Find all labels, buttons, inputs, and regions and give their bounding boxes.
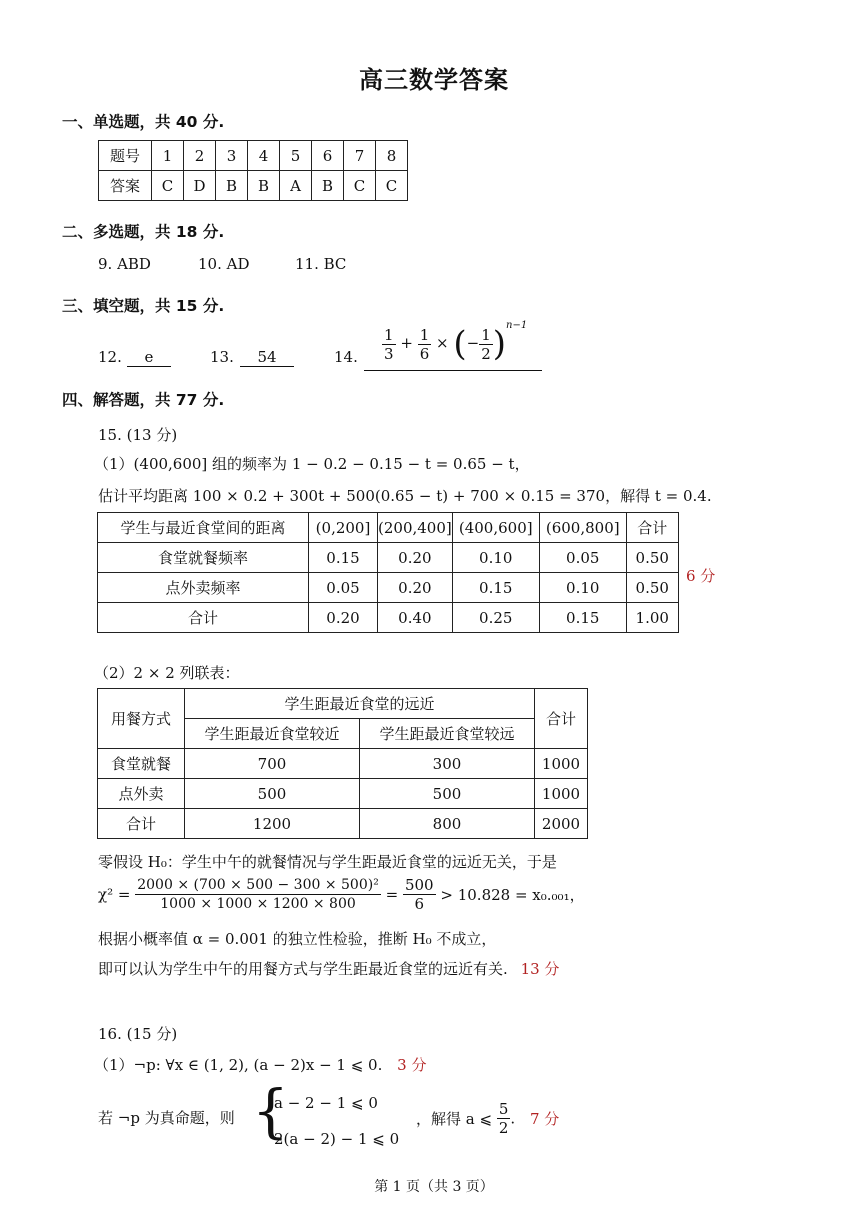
answer-blank-12: e	[127, 348, 171, 367]
table-row	[98, 779, 588, 809]
page-title: 高三数学答案	[359, 66, 509, 94]
contingency-table	[97, 688, 588, 839]
table-cell: 1000	[535, 779, 588, 809]
left-paren: (	[453, 324, 467, 364]
table-header: 学生与最近食堂间的距离	[98, 513, 309, 543]
inequality-2: 2(a − 2) − 1 ⩽ 0	[274, 1130, 400, 1148]
table-cell: 0.05	[309, 573, 378, 603]
inequality-1: a − 2 − 1 ⩽ 0	[274, 1094, 378, 1112]
section-heading-solutions: 四、解答题，共 77 分.	[62, 391, 225, 409]
table-cell: C	[152, 171, 184, 201]
table-cell: 食堂就餐	[98, 749, 185, 779]
table-cell: 0.20	[378, 543, 453, 573]
table-cell: 合计	[98, 603, 309, 633]
table-row	[98, 809, 588, 839]
answer-blank-13: 54	[240, 348, 294, 367]
multi-choice-answer-11: 11. BC	[295, 255, 347, 273]
table-row	[99, 171, 408, 201]
table-cell: 0.20	[309, 603, 378, 633]
table-cell: D	[184, 171, 216, 201]
q15-part1-line2: 估计平均距离 100 × 0.2 + 300t + 500(0.65 − t) + 700 × 0.15 = 370，解得 t = 0.4.	[98, 487, 712, 505]
q16-solution	[416, 1100, 559, 1137]
fraction: $\frac{1}{2}$	[481, 325, 491, 363]
table-cell: 1200	[185, 809, 360, 839]
alpha-test-line: 根据小概率值 α = 0.001 的独立性检验，推断 H₀ 不成立，	[98, 930, 497, 948]
right-paren: )	[492, 324, 507, 364]
table-row	[98, 603, 679, 633]
table-cell: 700	[185, 749, 360, 779]
table-header: (600,800]	[539, 513, 626, 543]
table-cell: 3	[216, 141, 248, 171]
chi-square-lhs: χ² =	[98, 885, 131, 904]
score-annotation-7: 7 分	[529, 1110, 560, 1128]
question-16-header: 16. (15 分)	[98, 1025, 178, 1043]
table-cell: 合计	[98, 809, 185, 839]
table-cell: 点外卖	[98, 779, 185, 809]
equals-sign: =	[385, 885, 399, 904]
null-hypothesis-line: 零假设 H₀：学生中午的就餐情况与学生距最近食堂的远近无关，于是	[98, 853, 557, 871]
table-header: (200,400]	[378, 513, 453, 543]
table-cell: 0.05	[539, 543, 626, 573]
table-row	[98, 749, 588, 779]
section-heading-single-choice: 一、单选题，共 40 分.	[62, 113, 225, 131]
table-header: 合计	[626, 513, 678, 543]
table-cell: 300	[360, 749, 535, 779]
q15-part2-label: （2）2 × 2 列联表：	[94, 664, 240, 682]
fraction: $\frac{\text{2000 × (700 × 500 − 300 × 500)²}}{1000 \times 1000 \times 1200 \times 800}$	[137, 877, 379, 912]
multi-choice-answer-10: 10. AD	[198, 255, 250, 273]
table-row	[98, 573, 679, 603]
table-cell: 1000	[535, 749, 588, 779]
table-row	[98, 689, 588, 719]
table-cell: 0.10	[452, 543, 539, 573]
score-annotation-3: 3 分	[397, 1056, 427, 1074]
multi-choice-answer-9: 9. ABD	[98, 255, 151, 273]
table-cell: 2	[184, 141, 216, 171]
table-cell: 0.15	[309, 543, 378, 573]
table-cell: 0.15	[452, 573, 539, 603]
frequency-table	[97, 512, 679, 633]
table-cell: 7	[344, 141, 376, 171]
table-cell: 4	[248, 141, 280, 171]
table-header: (0,200]	[309, 513, 378, 543]
table-row	[99, 141, 408, 171]
table-cell: 1	[152, 141, 184, 171]
table-cell: B	[312, 171, 344, 201]
table-header: 学生距最近食堂的远近	[185, 689, 535, 719]
table-cell: 2000	[535, 809, 588, 839]
page-footer: 第 1 页（共 3 页）	[374, 1179, 494, 1195]
table-header: 合计	[535, 689, 588, 749]
exponent: n−1	[506, 320, 528, 331]
table-header: (400,600]	[452, 513, 539, 543]
fraction: $\frac{1}{6}$	[419, 325, 430, 363]
table-cell: C	[376, 171, 408, 201]
q16-part1	[94, 1054, 426, 1075]
table-cell: 800	[360, 809, 535, 839]
conclusion-text: 即可以认为学生中午的用餐方式与学生距最近食堂的远近有关.	[98, 960, 508, 978]
period: .	[510, 1109, 516, 1128]
table-cell: 6	[312, 141, 344, 171]
row-label: 答案	[99, 171, 152, 201]
table-cell: 0.15	[539, 603, 626, 633]
fraction: $\frac{1}{3}$	[384, 325, 394, 363]
table-cell: 500	[185, 779, 360, 809]
table-cell: 0.50	[626, 573, 678, 603]
row-label: 题号	[99, 141, 152, 171]
score-annotation-13: 13 分	[520, 960, 560, 978]
table-cell: 5	[280, 141, 312, 171]
table-cell: 8	[376, 141, 408, 171]
plus-sign: +	[400, 334, 413, 352]
table-cell: 0.40	[378, 603, 453, 633]
score-annotation-6: 6 分	[686, 567, 716, 585]
table-cell: B	[248, 171, 280, 201]
table-cell: 0.10	[539, 573, 626, 603]
brace-icon: {	[252, 1077, 289, 1145]
single-choice-answer-table	[98, 140, 408, 201]
question-number-12: 12.	[98, 348, 122, 366]
fraction: $\frac{500}{6}$	[404, 876, 434, 913]
section-heading-fill-blank: 三、填空题，共 15 分.	[62, 297, 225, 315]
q16-part1-text: （1）¬p: ∀x ∈ (1, 2), (a − 2)x − 1 ⩽ 0.	[94, 1056, 383, 1074]
section-heading-multi-choice: 二、多选题，共 18 分.	[62, 223, 225, 241]
chi-square-rhs: > 10.828 = x₀.₀₀₁，	[440, 886, 585, 904]
table-header: 用餐方式	[98, 689, 185, 749]
table-header: 学生距最近食堂较近	[185, 719, 360, 749]
table-cell: 0.20	[378, 573, 453, 603]
question-number-13: 13.	[210, 348, 234, 366]
table-row	[98, 543, 679, 573]
table-cell: B	[216, 171, 248, 201]
table-cell: 食堂就餐频率	[98, 543, 309, 573]
minus-sign: −	[466, 334, 480, 352]
table-cell: 0.50	[626, 543, 678, 573]
chi-square-formula	[98, 876, 585, 924]
solve-text: ，解得 a ⩽	[416, 1110, 493, 1128]
times-sign: ×	[436, 334, 449, 352]
table-header: 学生距最近食堂较远	[360, 719, 535, 749]
table-row	[98, 513, 679, 543]
answer-blank-14	[364, 320, 542, 371]
table-cell: A	[280, 171, 312, 201]
table-cell: 1.00	[626, 603, 678, 633]
fraction: $\frac{5}{2}$	[498, 1100, 509, 1137]
q15-part1-line1: （1）(400,600] 组的频率为 1 − 0.2 − 0.15 − t = 0.65 − t，	[94, 455, 530, 473]
q16-if-text: 若 ¬p 为真命题，则	[98, 1109, 235, 1127]
question-number-14: 14.	[334, 348, 358, 366]
table-cell: 0.25	[452, 603, 539, 633]
conclusion-line	[98, 958, 559, 979]
table-cell: 点外卖频率	[98, 573, 309, 603]
question-15-header: 15. (13 分)	[98, 426, 178, 444]
table-cell: 500	[360, 779, 535, 809]
table-cell: C	[344, 171, 376, 201]
